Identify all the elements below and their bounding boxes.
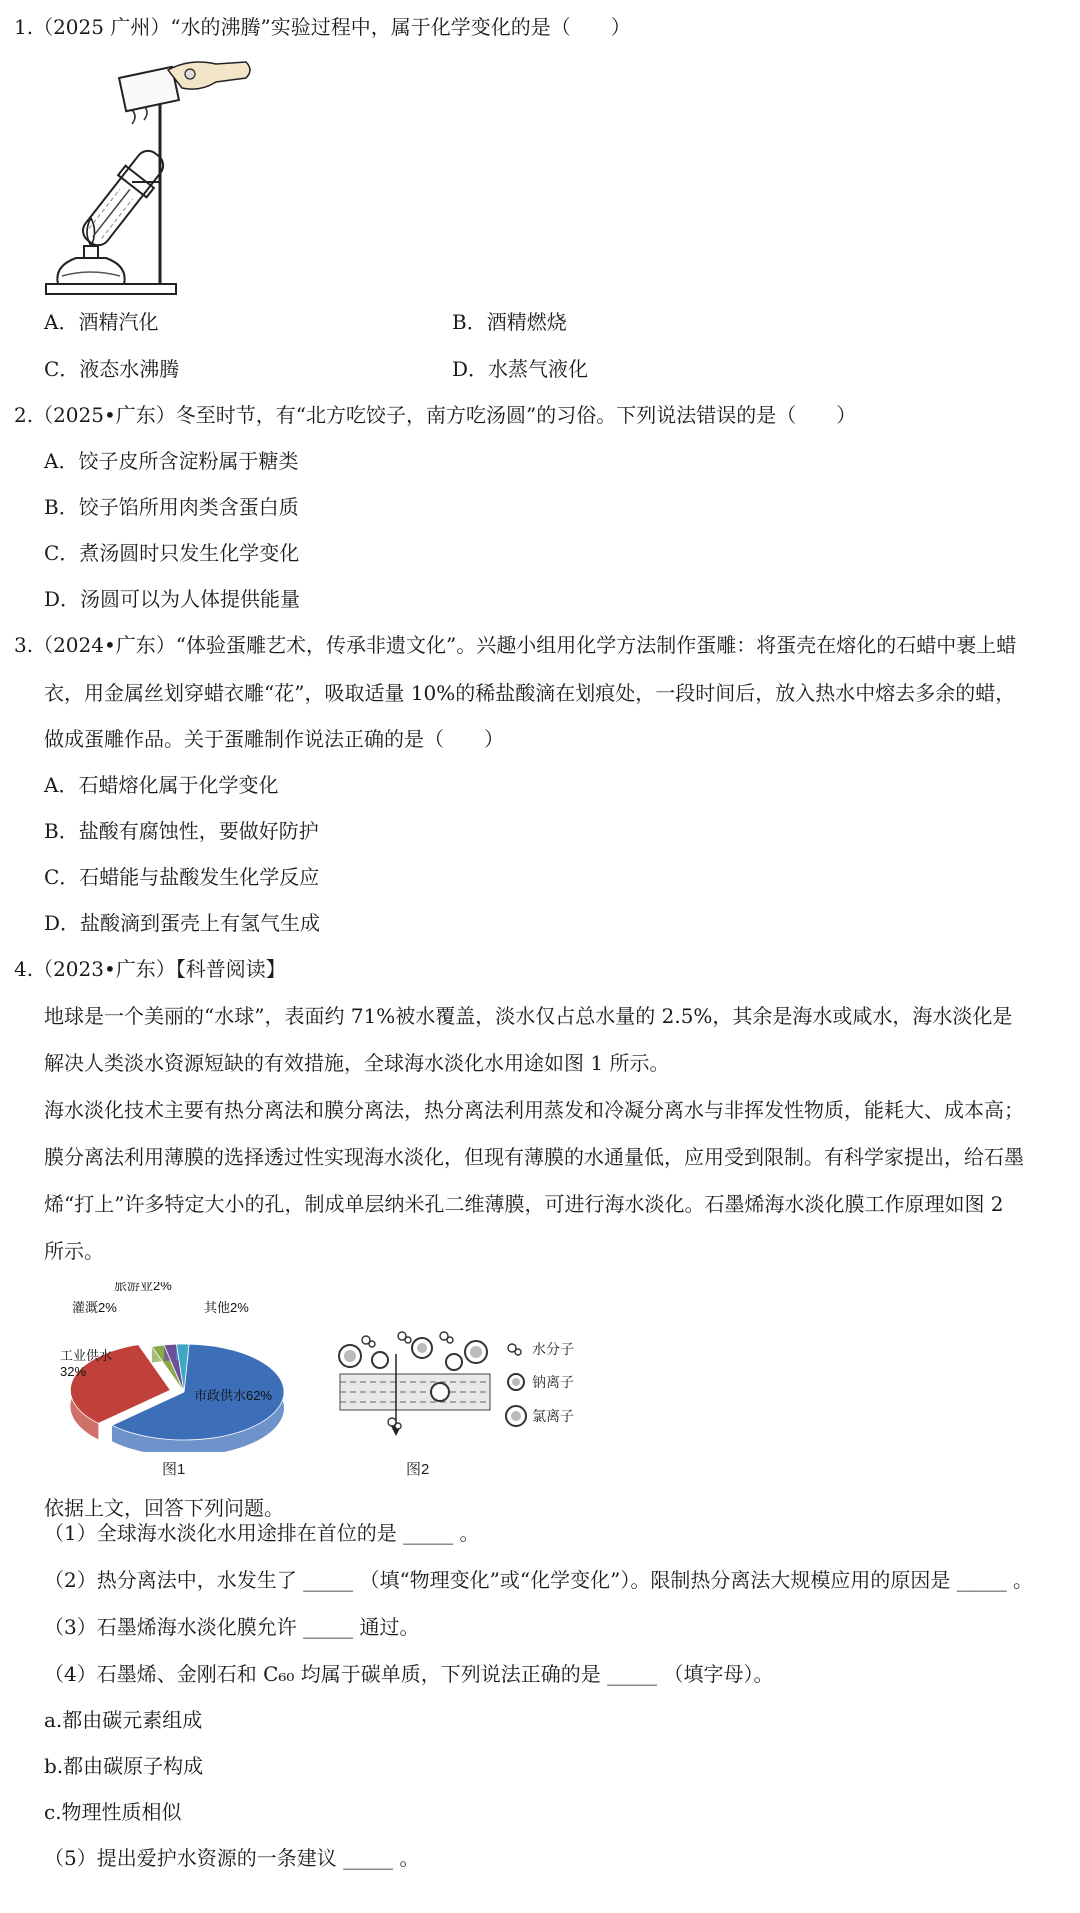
q4-sub-1: （1）全球海水淡化水用途排在首位的是 _____ 。 [44, 1521, 480, 1545]
boiling-apparatus-illustration [40, 52, 280, 302]
figure-2 [336, 1326, 596, 1482]
q1-option-c: C．液态水沸腾 [44, 357, 180, 381]
q4-sub-4: （4）石墨烯、金刚石和 C₆₀ 均属于碳单质，下列说法正确的是 _____ （填字母）。 [44, 1662, 774, 1686]
q2-stem: 2.（2025•广东）冬至时节，有“北方吃饺子，南方吃汤圆”的习俗。下列说法错误的是（ ） [14, 403, 857, 427]
q4-para1-line-2: 解决人类淡水资源短缺的有效措施，全球海水淡化水用途如图 1 所示。 [44, 1051, 670, 1075]
q4-para2-line-4: 所示。 [44, 1239, 104, 1263]
q3-option-c: C．石蜡能与盐酸发生化学反应 [44, 865, 320, 889]
q4-choice-c: c.物理性质相似 [44, 1800, 182, 1824]
q3-option-a: A．石蜡熔化属于化学变化 [44, 773, 279, 797]
q4-sub-5: （5）提出爱护水资源的一条建议 _____ 。 [44, 1846, 420, 1870]
q1-option-d: D．水蒸气液化 [452, 357, 589, 381]
q4-para2-line-1: 海水淡化技术主要有热分离法和膜分离法，热分离法利用蒸发和冷凝分离水与非挥发性物质，能耗大、成本高； [44, 1098, 1024, 1122]
legend-water: 水分子 [532, 1341, 574, 1357]
q3-stem-line-2: 衣，用金属丝划穿蜡衣雕“花”，吸取适量 10%的稀盐酸滴在划痕处，一段时间后，放入热水中熔去多余的蜡， [44, 681, 1016, 705]
q4-stem: 4.（2023•广东）【科普阅读】 [14, 957, 286, 981]
slice-municipal-label: 市政供水62% [194, 1388, 273, 1403]
apparatus-figure [40, 52, 280, 302]
chloride-ion-legend-icon [506, 1406, 526, 1426]
sodium-ion-legend-icon [508, 1374, 524, 1390]
slice-other-label: 其他2% [204, 1300, 249, 1315]
q3-stem-line-1: 3.（2024•广东）“体验蛋雕艺术，传承非遗文化”。兴趣小组用化学方法制作蛋雕：将蛋壳在熔化的石蜡中裹上蜡 [14, 633, 1017, 657]
q4-para2-line-3: 烯“打上”许多特定大小的孔，制成单层纳米孔二维薄膜，可进行海水淡化。石墨烯海水淡化膜工作原理如图 2 [44, 1192, 1004, 1216]
q3-option-d: D．盐酸滴到蛋壳上有氢气生成 [44, 911, 321, 935]
water-use-pie-chart [44, 1282, 304, 1452]
q2-option-b: B．饺子馅所用肉类含蛋白质 [44, 495, 299, 519]
q2-option-c: C．煮汤圆时只发生化学变化 [44, 541, 300, 565]
q4-para1-line-1: 地球是一个美丽的“水球”，表面约 71%被水覆盖，淡水仅占总水量的 2.5%，其余是海水或咸水，海水淡化是 [44, 1004, 1013, 1028]
figure-1 [44, 1282, 304, 1482]
legend-chloride: 氯离子 [532, 1408, 574, 1424]
figure-2-caption: 图2 [406, 1461, 430, 1478]
water-molecule-legend-icon [508, 1344, 521, 1355]
q4-sub-2: （2）热分离法中，水发生了 _____ （填“物理变化”或“化学变化”）。限制热分离法大规模应用的原因是 _____ 。 [44, 1568, 1034, 1592]
q1-stem: 1.（2025 广州）“水的沸腾”实验过程中，属于化学变化的是（ ） [14, 15, 631, 39]
q4-para2-line-2: 膜分离法利用薄膜的选择透过性实现海水淡化，但现有薄膜的水通量低，应用受到限制。有科学家提出，给石墨 [44, 1145, 1024, 1169]
q4-sub-3: （3）石墨烯海水淡化膜允许 _____ 通过。 [44, 1615, 420, 1639]
figure-1-caption: 图1 [162, 1461, 186, 1478]
q1-option-a: A．酒精汽化 [44, 310, 159, 334]
membrane-layer [340, 1354, 490, 1436]
q4-choice-a: a.都由碳元素组成 [44, 1708, 203, 1732]
q2-option-d: D．汤圆可以为人体提供能量 [44, 587, 301, 611]
q1-option-b: B．酒精燃烧 [452, 310, 567, 334]
slice-tourism-label: 旅游业2% [114, 1282, 172, 1293]
q4-prompt: 依据上文，回答下列问题。 [44, 1496, 284, 1520]
slice-industrial-label: 工业供水 [60, 1348, 113, 1363]
q3-option-b: B．盐酸有腐蚀性，要做好防护 [44, 819, 319, 843]
slice-industrial-label: 32% [60, 1364, 87, 1379]
q4-choice-b: b.都由碳原子构成 [44, 1754, 204, 1778]
graphene-membrane-diagram [336, 1326, 596, 1456]
figure-2-legend [506, 1341, 574, 1426]
legend-sodium: 钠离子 [532, 1374, 574, 1390]
q2-option-a: A．饺子皮所含淀粉属于糖类 [44, 449, 299, 473]
q3-stem-line-3: 做成蛋雕作品。关于蛋雕制作说法正确的是（ ） [44, 727, 504, 751]
slice-irrigation-label: 灌溉2% [72, 1300, 117, 1315]
